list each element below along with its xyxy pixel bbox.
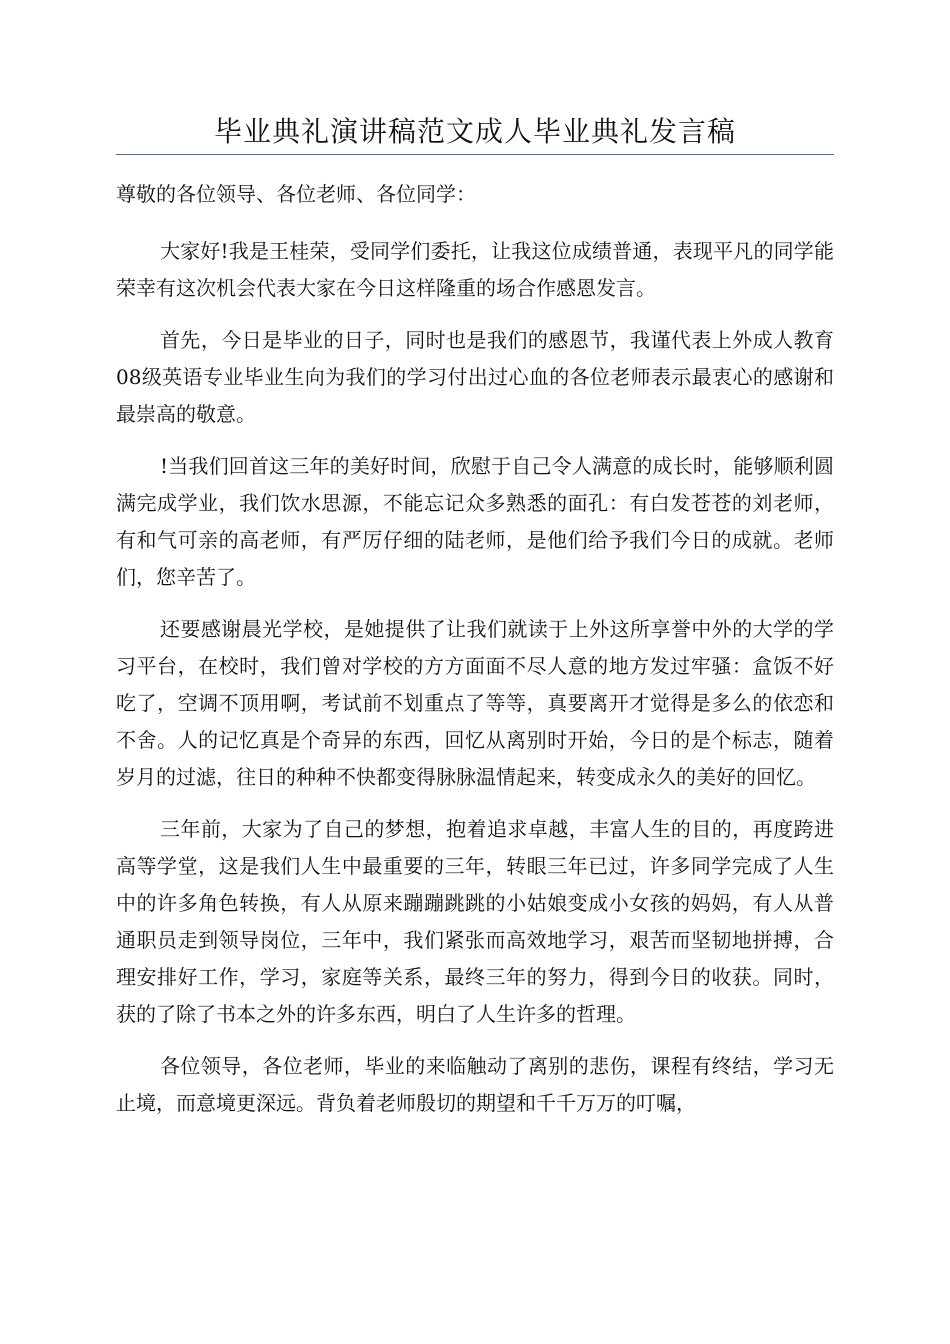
- paragraph-4: 还要感谢晨光学校，是她提供了让我们就读于上外这所享誉中外的大学的学习平台，在校时，我们曾对学校的方方面面不尽人意的地方发过牢骚：盒饭不好吃了，空调不顶用啊，考试前不划重点了等等，真要离开才觉得是多么的依恋和不舍。人的记忆真是个奇异的东西，回忆从离别时开始，今日的是个标志，随着岁月的过滤，往日的种种不快都变得脉脉温情起来，转变成永久的美好的回忆。: [116, 617, 834, 789]
- title-underline: [116, 154, 834, 155]
- salutation: 尊敬的各位领导、各位老师、各位同学：: [116, 182, 476, 206]
- paragraph-3: !当我们回首这三年的美好时间，欣慰于自己令人满意的成长时，能够顺利圆满完成学业，我们饮水思源，不能忘记众多熟悉的面孔：有白发苍苍的刘老师，有和气可亲的高老师，有严厉仔细的陆老师，是他们给予我们今日的成就。老师们，您辛苦了。: [116, 454, 834, 589]
- document-body: [116, 176, 834, 1137]
- paragraph-2: 首先，今日是毕业的日子，同时也是我们的感恩节，我谨代表上外成人教育08级英语专业毕业生向为我们的学习付出过心血的各位老师表示最衷心的感谢和最崇高的敬意。: [116, 328, 834, 426]
- paragraph-5: 三年前，大家为了自己的梦想，抱着追求卓越，丰富人生的目的，再度跨进高等学堂，这是我们人生中最重要的三年，转眼三年已过，许多同学完成了人生中的许多角色转换，有人从原来蹦蹦跳跳的小姑娘变成小女孩的妈妈，有人从普通职员走到领导岗位，三年中，我们紧张而高效地学习，艰苦而坚韧地拼搏，合理安排好工作，学习，家庭等关系，最终三年的努力，得到今日的收获。同时，获的了除了书本之外的许多东西，明白了人生许多的哲理。: [116, 817, 834, 1026]
- paragraph-1: 大家好!我是王桂荣，受同学们委托，让我这位成绩普通，表现平凡的同学能荣幸有这次机会代表大家在今日这样隆重的场合作感恩发言。: [116, 239, 834, 300]
- paragraph-6: 各位领导，各位老师，毕业的来临触动了离别的悲伤，课程有终结，学习无止境，而意境更深远。背负着老师殷切的期望和千千万万的叮嘱，: [116, 1054, 834, 1115]
- document-title: 毕业典礼演讲稿范文成人毕业典礼发言稿: [213, 115, 736, 148]
